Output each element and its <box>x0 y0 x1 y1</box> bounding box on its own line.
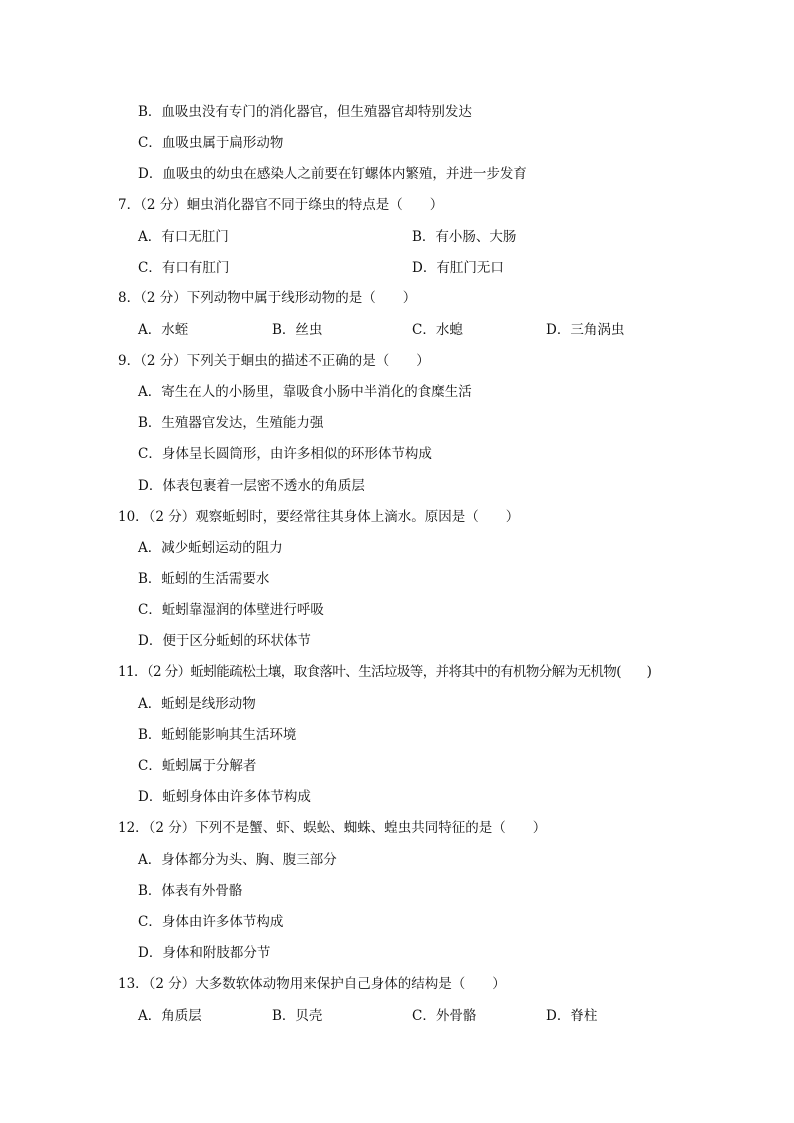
q9-option-c: C．身体呈长圆筒形，由许多相似的环形体节构成 <box>138 446 432 462</box>
q12-stem: 12．（2 分）下列不是蟹、虾、蜈蚣、蜘蛛、蝗虫共同特征的是（ ） <box>118 820 547 836</box>
q13-option-b: B．贝壳 <box>272 1008 323 1024</box>
q7-option-c: C．有口有肛门 <box>138 260 230 276</box>
q10-stem: 10．（2 分）观察蚯蚓时，要经常往其身体上滴水。原因是（ ） <box>118 509 520 525</box>
q11-option-c: C．蚯蚓属于分解者 <box>138 758 257 774</box>
q12-option-b: B．体表有外骨骼 <box>138 883 243 899</box>
q6-option-c: C．血吸虫属于扁形动物 <box>138 135 284 151</box>
q10-option-c: C．蚯蚓靠湿润的体壁进行呼吸 <box>138 602 324 618</box>
q13-option-d: D．脊柱 <box>546 1008 598 1024</box>
q7-option-a: A．有口无肛门 <box>138 229 229 245</box>
q12-option-d: D．身体和附肢都分节 <box>138 945 271 961</box>
q8-stem: 8．（2 分）下列动物中属于线形动物的是（ ） <box>118 290 417 306</box>
q13-option-c: C．外骨骼 <box>412 1008 477 1024</box>
q13-option-a: A．角质层 <box>138 1008 202 1024</box>
q7-stem: 7．（2 分）蛔虫消化器官不同于绦虫的特点是（ ） <box>118 197 444 213</box>
q8-option-c: C．水螅 <box>412 322 463 338</box>
q11-option-b: B．蚯蚓能影响其生活环境 <box>138 727 297 743</box>
q6-option-d: D．血吸虫的幼虫在感染人之前要在钉螺体内繁殖，并进一步发育 <box>138 166 527 182</box>
q9-option-d: D．体表包裹着一层密不透水的角质层 <box>138 478 365 494</box>
q13-stem: 13．（2 分）大多数软体动物用来保护自己身体的结构是（ ） <box>118 976 506 992</box>
q11-option-a: A．蚯蚓是线形动物 <box>138 696 256 712</box>
q12-option-a: A．身体都分为头、胸、腹三部分 <box>138 852 337 868</box>
q11-stem: 11．（2 分）蚯蚓能疏松土壤，取食落叶、生活垃圾等，并将其中的有机物分解为无机物( ) <box>118 664 652 680</box>
q9-option-b: B．生殖器官发达，生殖能力强 <box>138 415 324 431</box>
q6-option-b: B．血吸虫没有专门的消化器官，但生殖器官却特别发达 <box>138 104 472 120</box>
q8-option-b: B．丝虫 <box>272 322 323 338</box>
q7-option-b: B．有小肠、大肠 <box>412 229 517 245</box>
q8-option-d: D．三角涡虫 <box>546 322 625 338</box>
q12-option-c: C．身体由许多体节构成 <box>138 914 284 930</box>
q11-option-d: D．蚯蚓身体由许多体节构成 <box>138 789 311 805</box>
q10-option-d: D．便于区分蚯蚓的环状体节 <box>138 633 311 649</box>
q8-option-a: A．水蛭 <box>138 322 189 338</box>
q10-option-b: B．蚯蚓的生活需要水 <box>138 571 270 587</box>
q9-option-a: A．寄生在人的小肠里，靠吸食小肠中半消化的食糜生活 <box>138 384 472 400</box>
q9-stem: 9．（2 分）下列关于蛔虫的描述不正确的是（ ） <box>118 353 430 369</box>
q10-option-a: A．减少蚯蚓运动的阻力 <box>138 540 283 556</box>
q7-option-d: D．有肛门无口 <box>412 260 504 276</box>
